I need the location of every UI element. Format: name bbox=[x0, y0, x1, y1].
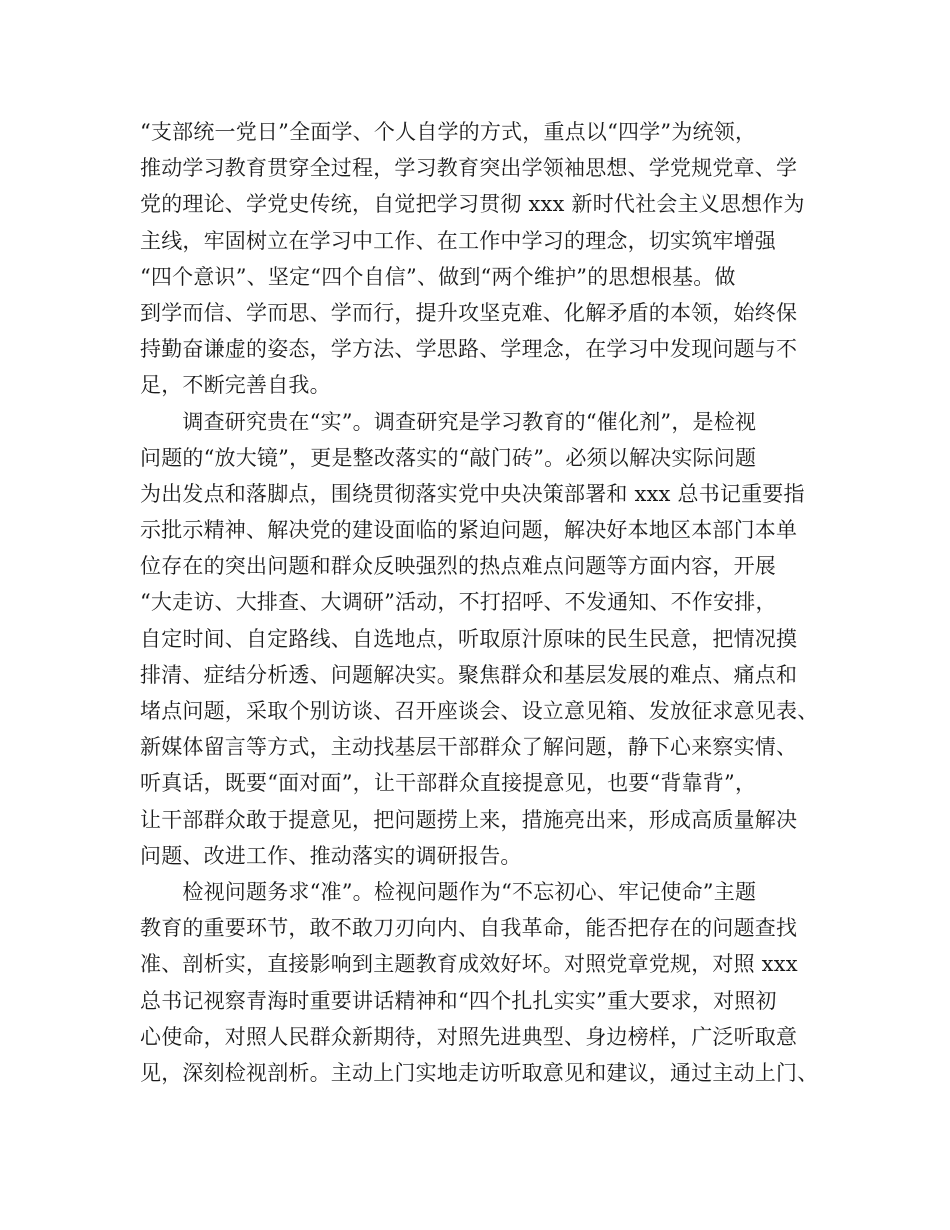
text-line: 心使命，对照人民群众新期待，对照先进典型、身边榜样，广泛听取意 bbox=[140, 1024, 798, 1049]
text-line: 见，深刻检视剖析。主动上门实地走访听取意见和建议，通过主动上门、 bbox=[140, 1060, 819, 1085]
text-line: 总书记视察青海时重要讲话精神和“四个扎扎实实”重大要求，对照初 bbox=[140, 988, 777, 1013]
text-line: 党的理论、学党史传统，自觉把学习贯彻 xxx 新时代社会主义思想作为 bbox=[140, 192, 805, 217]
text-line: 示批示精神、解决党的建设面临的紧迫问题，解决好本地区本部门本单 bbox=[140, 518, 798, 543]
text-line: 让干部群众敢于提意见，把问题捞上来，措施亮出来，形成高质量解决 bbox=[140, 807, 798, 832]
text-line: “四个意识”、坚定“四个自信”、做到“两个维护”的思想根基。做 bbox=[140, 264, 736, 289]
text-line: 主线，牢固树立在学习中工作、在工作中学习的理念，切实筑牢增强 bbox=[140, 228, 776, 253]
text-line: 持勤奋谦虚的姿态，学方法、学思路、学理念，在学习中发现问题与不 bbox=[140, 337, 798, 362]
text-line: 新媒体留言等方式，主动找基层干部群众了解问题，静下心来察实情、 bbox=[140, 735, 798, 760]
text-line: 听真话，既要“面对面”，让干部群众直接提意见，也要“背靠背”， bbox=[140, 771, 757, 796]
text-line: “支部统一党日”全面学、个人自学的方式，重点以“四学”为统领， bbox=[140, 120, 757, 144]
text-line: 自定时间、自定路线、自选地点，听取原汁原味的民生民意，把情况摸 bbox=[140, 626, 798, 651]
text-line: 足，不断完善自我。 bbox=[140, 373, 331, 398]
text-line: 为出发点和落脚点，围绕贯彻落实党中央决策部署和 xxx 总书记重要指 bbox=[140, 481, 805, 506]
body-text bbox=[140, 114, 830, 1091]
text-line: 到学而信、学而思、学而行，提升攻坚克难、化解矛盾的本领，始终保 bbox=[140, 300, 798, 325]
text-line: 推动学习教育贯穿全过程，学习教育突出学领袖思想、学党规党章、学 bbox=[140, 156, 798, 181]
text-line: 位存在的突出问题和群众反映强烈的热点难点问题等方面内容，开展 bbox=[140, 554, 776, 579]
text-line: 排清、症结分析透、问题解决实。聚焦群众和基层发展的难点、痛点和 bbox=[140, 662, 798, 687]
text-line: 准、剖析实，直接影响到主题教育成效好坏。对照党章党规，对照 xxx bbox=[140, 952, 798, 977]
paragraph-start-line: 检视问题务求“准”。检视问题作为“不忘初心、牢记使命”主题 bbox=[140, 879, 757, 904]
text-line: 问题、改进工作、推动落实的调研报告。 bbox=[140, 843, 522, 868]
text-line: “大走访、大排查、大调研”活动，不打招呼、不发通知、不作安排， bbox=[140, 590, 777, 615]
text-line: 教育的重要环节，敢不敢刀刃向内、自我革命，能否把存在的问题查找 bbox=[140, 916, 798, 941]
paragraph-start-line: 调查研究贵在“实”。调查研究是学习教育的“催化剂”，是检视 bbox=[140, 409, 757, 434]
text-line: 问题的“放大镜”，更是整改落实的“敲门砖”。必须以解决实际问题 bbox=[140, 445, 757, 470]
text-line: 堵点问题，采取个别访谈、召开座谈会、设立意见箱、发放征求意见表、 bbox=[140, 699, 819, 723]
